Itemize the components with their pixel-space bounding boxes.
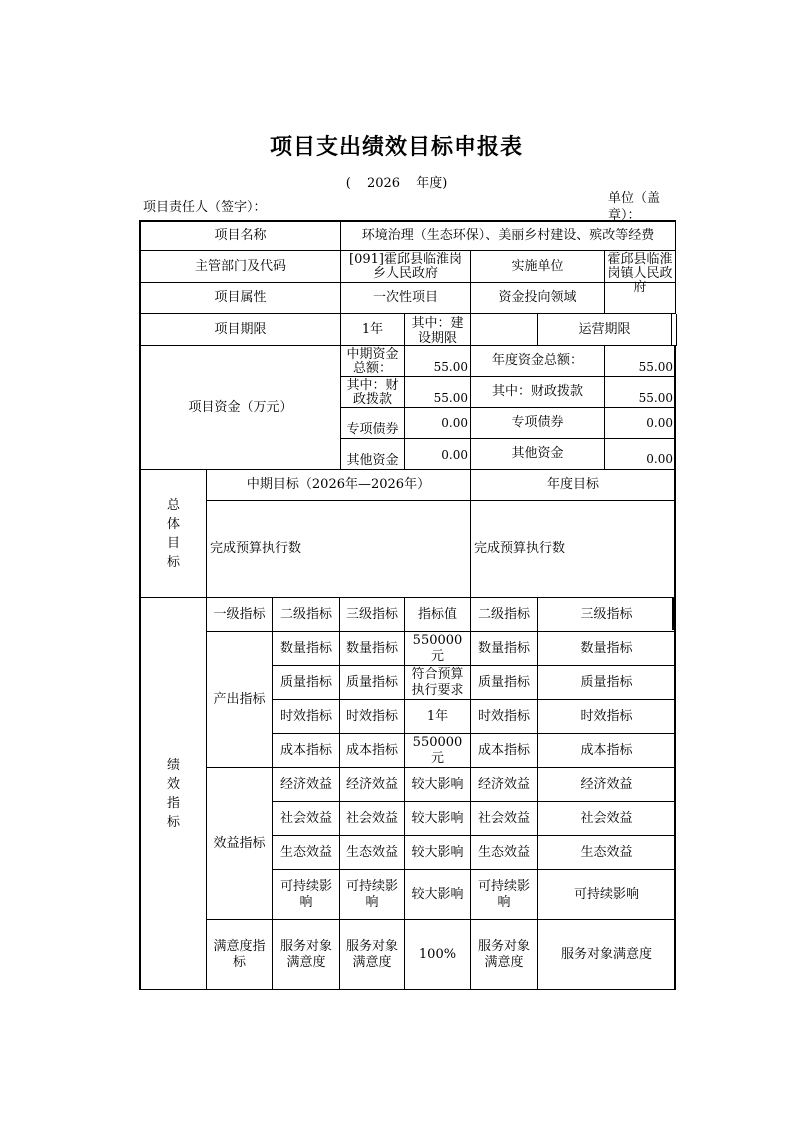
perf-year-level3-cell: 服务对象满意度: [538, 920, 676, 990]
op-period-value: [672, 314, 677, 346]
perf-value-cell: 符合预算执行要求: [405, 666, 471, 700]
perf-value-cell: 550000元: [405, 632, 471, 666]
perf-year-level2-cell: 可持续影响: [471, 870, 538, 920]
perf-level3-cell: 生态效益: [340, 836, 405, 870]
year-total-value: 55.00: [605, 346, 676, 377]
dept-value: [091]霍邱县临淮岗乡人民政府: [341, 251, 471, 283]
header-level1: 一级指标: [207, 598, 273, 632]
project-name-label: 项目名称: [141, 222, 341, 251]
mid-total-value: 55.00: [405, 346, 471, 377]
perf-level3-cell: 可持续影响: [340, 870, 405, 920]
stacked-char: 总: [166, 497, 180, 513]
perf-year-level2-cell: 服务对象满意度: [471, 920, 538, 990]
period-value: 1年: [341, 314, 405, 346]
year-value: 2026: [366, 176, 401, 191]
op-period-label: 运营期限: [538, 314, 672, 346]
dept-label: 主管部门及代码: [141, 251, 341, 283]
perf-level2-cell: 可持续影响: [273, 870, 340, 920]
perf-value-cell: 较大影响: [405, 836, 471, 870]
project-name-value: 环境治理（生态环保）、美丽乡村建设、殡改等经费: [341, 222, 676, 251]
perf-level3-cell: 服务对象满意度: [340, 920, 405, 990]
responsible-label: 项目责任人（签字）：: [143, 200, 267, 215]
perf-level2-cell: 经济效益: [273, 768, 340, 802]
perf-label-text: [167, 756, 180, 832]
perf-label: [141, 598, 207, 990]
domain-value: [605, 283, 676, 314]
perf-year-level3-cell: 数量指标: [538, 632, 676, 666]
year-line: [0, 172, 793, 191]
mid-total-label: 中期资金总额：: [341, 346, 405, 377]
year-other-label: 其他资金: [471, 439, 605, 470]
mid-bond-value: 0.00: [405, 408, 471, 439]
stacked-char: 绩: [166, 757, 180, 773]
perf-year-level3-cell: 可持续影响: [538, 870, 676, 920]
perf-level2-cell: 质量指标: [273, 666, 340, 700]
attr-value: 一次性项目: [341, 283, 471, 314]
stacked-char: 目: [166, 535, 180, 551]
perf-year-level2-cell: 社会效益: [471, 802, 538, 836]
perf-year-level2-cell: 经济效益: [471, 768, 538, 802]
perf-year-level3-cell: 社会效益: [538, 802, 676, 836]
perf-level3-cell: 质量指标: [340, 666, 405, 700]
mid-bond-label: 专项债券: [341, 408, 405, 439]
perf-level2-cell: 成本指标: [273, 734, 340, 768]
mid-goal-text: 完成预算执行数: [207, 501, 471, 598]
stacked-char: 标: [166, 554, 180, 570]
perf-value-cell: 较大影响: [405, 768, 471, 802]
perf-level3-cell: 时效指标: [340, 700, 405, 734]
page-title: 项目支出绩效目标申报表: [269, 135, 523, 160]
perf-level1-cell: 产出指标: [207, 632, 273, 768]
impl-unit-value: 霍邱县临淮岗镇人民政府: [605, 251, 676, 283]
unit-label: 单位（盖章）：: [608, 191, 661, 223]
build-period-value: [471, 314, 538, 346]
mid-fiscal-label: 其中：财政拨款: [341, 377, 405, 408]
stacked-char: 效: [166, 776, 180, 792]
build-period-label: 其中：建设期限: [405, 314, 471, 346]
header-year-level3: 三级指标: [538, 598, 676, 632]
stacked-char: 指: [166, 795, 180, 811]
perf-level2-cell: 数量指标: [273, 632, 340, 666]
perf-level3-cell: 经济效益: [340, 768, 405, 802]
attr-label: 项目属性: [141, 283, 341, 314]
impl-unit-label: 实施单位: [471, 251, 605, 283]
goals-label: [141, 470, 207, 598]
year-fiscal-label: 其中：财政拨款: [471, 377, 605, 408]
perf-level2-cell: 社会效益: [273, 802, 340, 836]
perf-value-cell: 100%: [405, 920, 471, 990]
perf-year-level3-cell: 成本指标: [538, 734, 676, 768]
mid-fiscal-value: 55.00: [405, 377, 471, 408]
perf-year-level2-cell: 时效指标: [471, 700, 538, 734]
header-level3: 三级指标: [340, 598, 405, 632]
stacked-char: 体: [166, 516, 180, 532]
perf-year-level3-cell: 生态效益: [538, 836, 676, 870]
perf-level3-cell: 数量指标: [340, 632, 405, 666]
goals-label-text: [167, 496, 180, 572]
perf-year-level2-cell: 质量指标: [471, 666, 538, 700]
perf-year-level2-cell: 数量指标: [471, 632, 538, 666]
perf-year-level3-cell: 时效指标: [538, 700, 676, 734]
perf-year-level3-cell: 经济效益: [538, 768, 676, 802]
perf-value-cell: 较大影响: [405, 870, 471, 920]
funds-label: 项目资金（万元）: [141, 346, 341, 470]
header-value: 指标值: [405, 598, 471, 632]
perf-year-level2-cell: 生态效益: [471, 836, 538, 870]
year-fiscal-value: 55.00: [605, 377, 676, 408]
year-goal-header: 年度目标: [471, 470, 676, 501]
perf-level1-cell: 效益指标: [207, 768, 273, 920]
period-label: 项目期限: [141, 314, 341, 346]
perf-level2-cell: 时效指标: [273, 700, 340, 734]
year-bond-label: 专项债券: [471, 408, 605, 439]
perf-value-cell: 1年: [405, 700, 471, 734]
year-bond-value: 0.00: [605, 408, 676, 439]
year-goal-text: 完成预算执行数: [471, 501, 676, 598]
header-level2: 二级指标: [273, 598, 340, 632]
mid-goal-header: 中期目标（2026年—2026年）: [207, 470, 471, 501]
perf-value-cell: 较大影响: [405, 802, 471, 836]
stacked-char: 标: [166, 814, 180, 830]
perf-level1-cell: 满意度指标: [207, 920, 273, 990]
year-total-label: 年度资金总额：: [471, 346, 605, 377]
header-year-level2: 二级指标: [471, 598, 538, 632]
mid-other-value: 0.00: [405, 439, 471, 470]
perf-value-cell: 550000元: [405, 734, 471, 768]
year-open: (: [345, 176, 351, 191]
perf-year-level3-cell: 质量指标: [538, 666, 676, 700]
year-suffix: 年度): [416, 176, 448, 191]
perf-level2-cell: 生态效益: [273, 836, 340, 870]
perf-level2-cell: 服务对象满意度: [273, 920, 340, 990]
perf-level3-cell: 成本指标: [340, 734, 405, 768]
domain-label: 资金投向领域: [471, 283, 605, 314]
mid-other-label: 其他资金: [341, 439, 405, 470]
perf-level3-cell: 社会效益: [340, 802, 405, 836]
perf-year-level2-cell: 成本指标: [471, 734, 538, 768]
year-other-value: 0.00: [605, 439, 676, 470]
